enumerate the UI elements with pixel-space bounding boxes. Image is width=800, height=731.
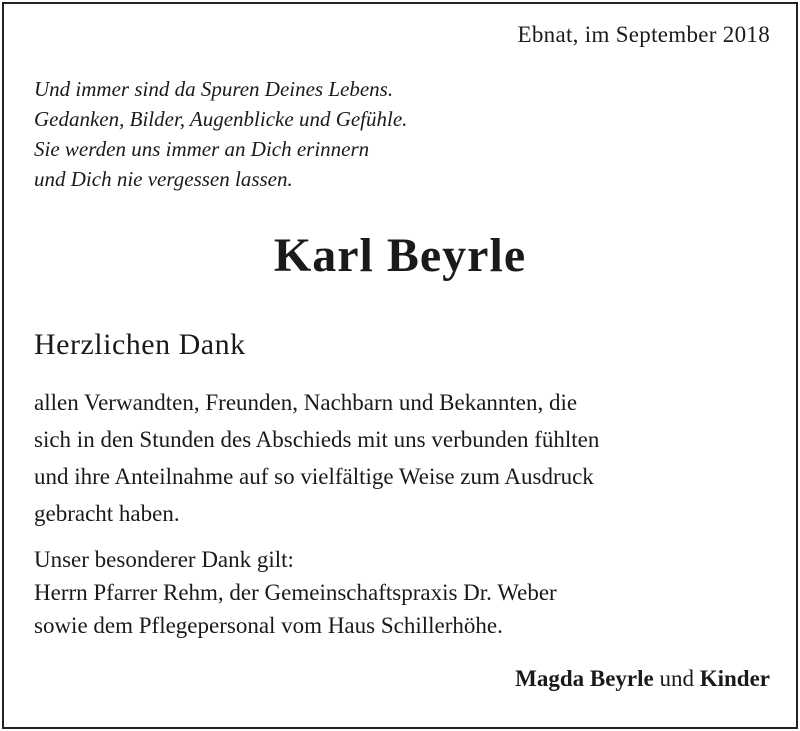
thanks-body-line: sich in den Stunden des Abschieds mit uns verbunden fühlten [34, 427, 600, 452]
signature-name: Magda Beyrle [515, 666, 654, 691]
poem-line: Gedanken, Bilder, Augenblicke und Gefühle. [34, 107, 408, 131]
thanks-body-line: allen Verwandten, Freunden, Nachbarn und Bekannten, die [34, 390, 578, 415]
poem-line: Und immer sind da Spuren Deines Lebens. [34, 77, 394, 101]
thanks-body [34, 384, 599, 532]
signature [515, 666, 770, 692]
thanks-body-line: und ihre Anteilnahme auf so vielfältige Weise zum Ausdruck [34, 464, 594, 489]
signature-connector: und [653, 666, 700, 691]
special-thanks [34, 543, 557, 642]
date-place: Ebnat, im September 2018 [517, 22, 770, 47]
thanks-body-line: gebracht haben. [34, 501, 180, 526]
poem-line: und Dich nie vergessen lassen. [34, 167, 293, 191]
special-thanks-line: Herrn Pfarrer Rehm, der Gemeinschaftspraxis Dr. Weber [34, 580, 557, 605]
thanks-heading: Herzlichen Dank [34, 328, 246, 361]
special-thanks-line: Unser besonderer Dank gilt: [34, 547, 294, 572]
deceased-name: Karl Beyrle [273, 229, 527, 282]
poem-line: Sie werden uns immer an Dich erinnern [34, 137, 370, 161]
signature-family: Kinder [699, 666, 770, 691]
poem [34, 74, 407, 194]
special-thanks-line: sowie dem Pflegepersonal vom Haus Schillerhöhe. [34, 613, 503, 638]
